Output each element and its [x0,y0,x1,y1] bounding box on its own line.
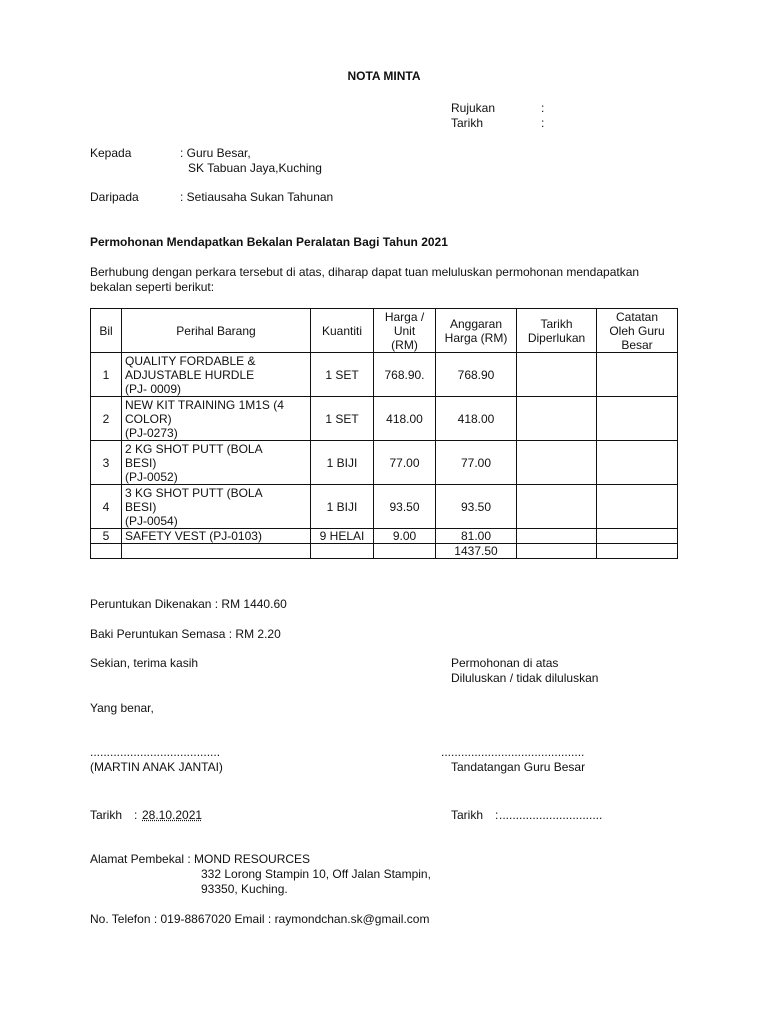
items-table [90,308,678,559]
cell-perihal [122,441,311,485]
signature-line-right: ........................................... [441,745,585,759]
table-row [91,485,678,529]
alamat-line2: 332 Lorong Stampin 10, Off Jalan Stampin, [201,867,431,881]
table-header-row [91,309,678,353]
cell-kuantiti: 1 SET [311,353,374,397]
cell-harga: 93.50 [374,485,436,529]
cell-harga: 77.00 [374,441,436,485]
perihal-line: (PJ- 0009) [125,381,182,396]
cell-empty [517,544,597,559]
approval-line1: Permohonan di atas [451,656,559,670]
perihal-line: COLOR) [125,411,172,426]
tarikh-left-label: Tarikh [90,808,123,822]
cell-anggaran: 77.00 [436,441,517,485]
header-anggaran-line: Harga (RM) [444,330,508,345]
header-harga-line: Unit [393,323,416,338]
cell-empty [374,544,436,559]
table-row [91,441,678,485]
cell-tarikh [517,441,597,485]
header-kuantiti: Kuantiti [311,309,374,353]
perihal-line: 3 KG SHOT PUTT (BOLA [125,485,263,500]
cell-catatan [597,485,678,529]
cell-tarikh [517,353,597,397]
perihal-line: (PJ-0273) [125,425,178,440]
yang-benar-text: Yang benar, [90,701,154,715]
header-perihal: Perihal Barang [122,309,311,353]
cell-kuantiti: 9 HELAI [311,529,374,544]
cell-perihal [122,485,311,529]
alamat-line3: 93350, Kuching. [201,882,288,896]
intro-line2: bekalan seperti berikut: [90,280,215,294]
alamat-label: Alamat Pembekal : MOND RESOURCES [90,852,311,866]
cell-empty [311,544,374,559]
perihal-line: (PJ-0054) [125,513,178,528]
peruntukan-text: Peruntukan Dikenakan : RM 1440.60 [90,597,287,611]
tarikh-left-value: 28.10.2021 [142,808,203,822]
cell-perihal [122,353,311,397]
cell-harga: 768.90. [374,353,436,397]
header-anggaran [436,309,517,353]
subject-heading: Permohonan Mendapatkan Bekalan Peralatan Bagi Tahun 2021 [90,235,448,249]
perihal-line: 2 KG SHOT PUTT (BOLA [125,441,263,456]
cell-tarikh [517,529,597,544]
header-harga [374,309,436,353]
cell-harga: 418.00 [374,397,436,441]
header-harga-line: Harga / [384,309,425,324]
baki-text: Baki Peruntukan Semasa : RM 2.20 [90,627,281,641]
header-tarikh-line: Tarikh [540,316,573,331]
intro-line1: Berhubung dengan perkara tersebut di atas, diharap dapat tuan meluluskan permohonan mendapatkan [90,265,640,279]
cell-perihal [122,397,311,441]
rujukan-separator: : [541,101,545,115]
header-catatan-line: Catatan [615,309,659,324]
perihal-line: ADJUSTABLE HURDLE [125,367,255,382]
signer-name: (MARTIN ANAK JANTAI) [90,760,223,774]
cell-tarikh [517,397,597,441]
header-anggaran-line: Anggaran [449,316,503,331]
cell-bil: 5 [91,529,122,544]
header-catatan-line: Besar [621,337,653,352]
cell-tarikh [517,485,597,529]
header-bil: Bil [91,309,122,353]
cell-catatan [597,529,678,544]
tarikh-right-separator: : [495,808,499,822]
kepada-line2: SK Tabuan Jaya,Kuching [188,161,322,175]
cell-total: 1437.50 [436,544,517,559]
header-catatan-line: Oleh Guru [609,323,665,338]
tarikh-left-separator: : [134,808,138,822]
cell-catatan [597,441,678,485]
cell-anggaran: 768.90 [436,353,517,397]
daripada-value: : Setiausaha Sukan Tahunan [180,190,334,204]
sekian-text: Sekian, terima kasih [90,656,199,670]
rujukan-label: Rujukan [451,101,496,115]
cell-empty [122,544,311,559]
header-tarikh-line: Diperlukan [527,330,586,345]
tarikh-right-value: ............................... [499,808,603,822]
perihal-line: QUALITY FORDABLE & [125,353,256,368]
signature-line-left: ....................................... [90,745,221,759]
cell-empty [91,544,122,559]
principal-signature-label: Tandatangan Guru Besar [451,760,586,774]
cell-harga: 9.00 [374,529,436,544]
cell-perihal: SAFETY VEST (PJ-0103) [122,529,311,544]
cell-anggaran: 418.00 [436,397,517,441]
header-harga-line: (RM) [391,337,418,352]
table-row [91,529,678,544]
cell-bil: 4 [91,485,122,529]
cell-empty [597,544,678,559]
document-title: NOTA MINTA [347,69,421,83]
cell-kuantiti: 1 SET [311,397,374,441]
tarikh-top-separator: : [541,116,545,130]
kepada-label: Kepada [90,146,132,160]
table-total-row [91,544,678,559]
daripada-label: Daripada [90,190,139,204]
kepada-line1: : Guru Besar, [180,146,251,160]
table-row [91,397,678,441]
cell-catatan [597,397,678,441]
perihal-line: (PJ-0052) [125,469,178,484]
cell-catatan [597,353,678,397]
cell-bil: 1 [91,353,122,397]
tarikh-right-label: Tarikh [451,808,484,822]
perihal-line: BESI) [125,455,157,470]
cell-kuantiti: 1 BIJI [311,485,374,529]
header-catatan [597,309,678,353]
cell-anggaran: 81.00 [436,529,517,544]
header-tarikh [517,309,597,353]
approval-line2: Diluluskan / tidak diluluskan [451,671,599,685]
table-row [91,353,678,397]
cell-bil: 3 [91,441,122,485]
cell-kuantiti: 1 BIJI [311,441,374,485]
cell-bil: 2 [91,397,122,441]
perihal-line: BESI) [125,499,157,514]
tarikh-top-label: Tarikh [451,116,484,130]
perihal-line: NEW KIT TRAINING 1M1S (4 [125,397,284,412]
contact-text: No. Telefon : 019-8867020 Email : raymondchan.sk@gmail.com [90,912,430,926]
cell-anggaran: 93.50 [436,485,517,529]
